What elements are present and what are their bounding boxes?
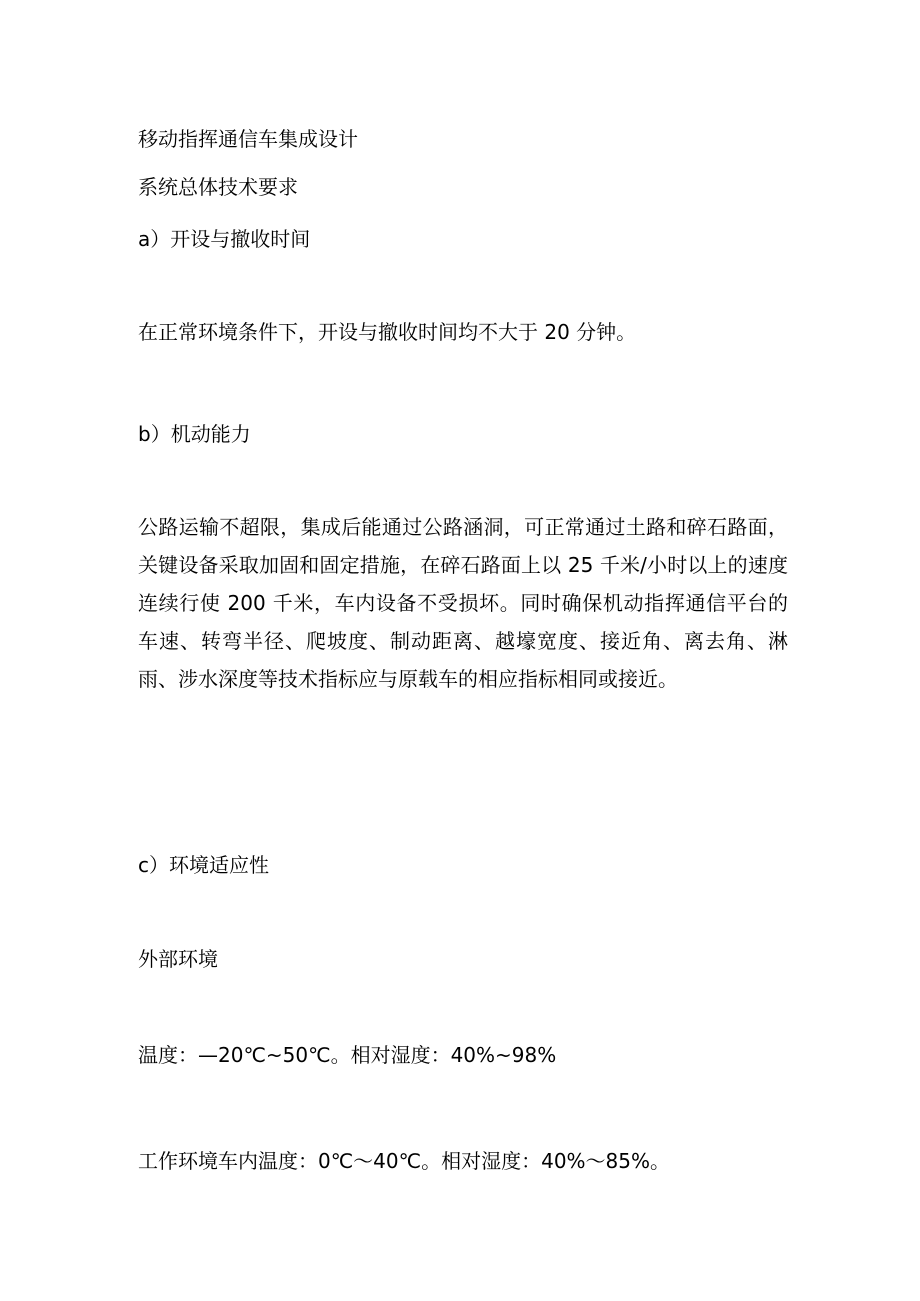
section-c-heading: c）环境适应性 xyxy=(138,853,269,877)
section-a-heading: a）开设与撤收时间 xyxy=(138,227,311,251)
document-title: 移动指挥通信车集成设计 xyxy=(138,127,358,151)
section-b-body: 公路运输不超限，集成后能通过公路涵洞，可正常通过土路和碎石路面，关键设备采取加固和固定措施，在碎石路面上以 25 千米/小时以上的速度连续行使 200 千米，车内设备不受损坏。同时确保机动指挥通信平台的车速、转弯半径、爬坡度、制动距离、越壕宽度、接近角、离去角、淋雨、涉水深度等技术指标应与原载车的相应指标相同或接近。 xyxy=(138,515,788,691)
document-subtitle: 系统总体技术要求 xyxy=(138,175,298,199)
external-environment-conditions: 温度：—20℃~50℃。相对湿度：40%~98% xyxy=(138,1043,557,1067)
external-environment-label: 外部环境 xyxy=(138,947,218,971)
section-b-heading: b）机动能力 xyxy=(138,422,251,446)
internal-environment-conditions: 工作环境车内温度：0℃～40℃。相对湿度：40%～85%。 xyxy=(138,1149,671,1173)
section-a-body: 在正常环境条件下，开设与撤收时间均不大于 20 分钟。 xyxy=(138,320,637,344)
